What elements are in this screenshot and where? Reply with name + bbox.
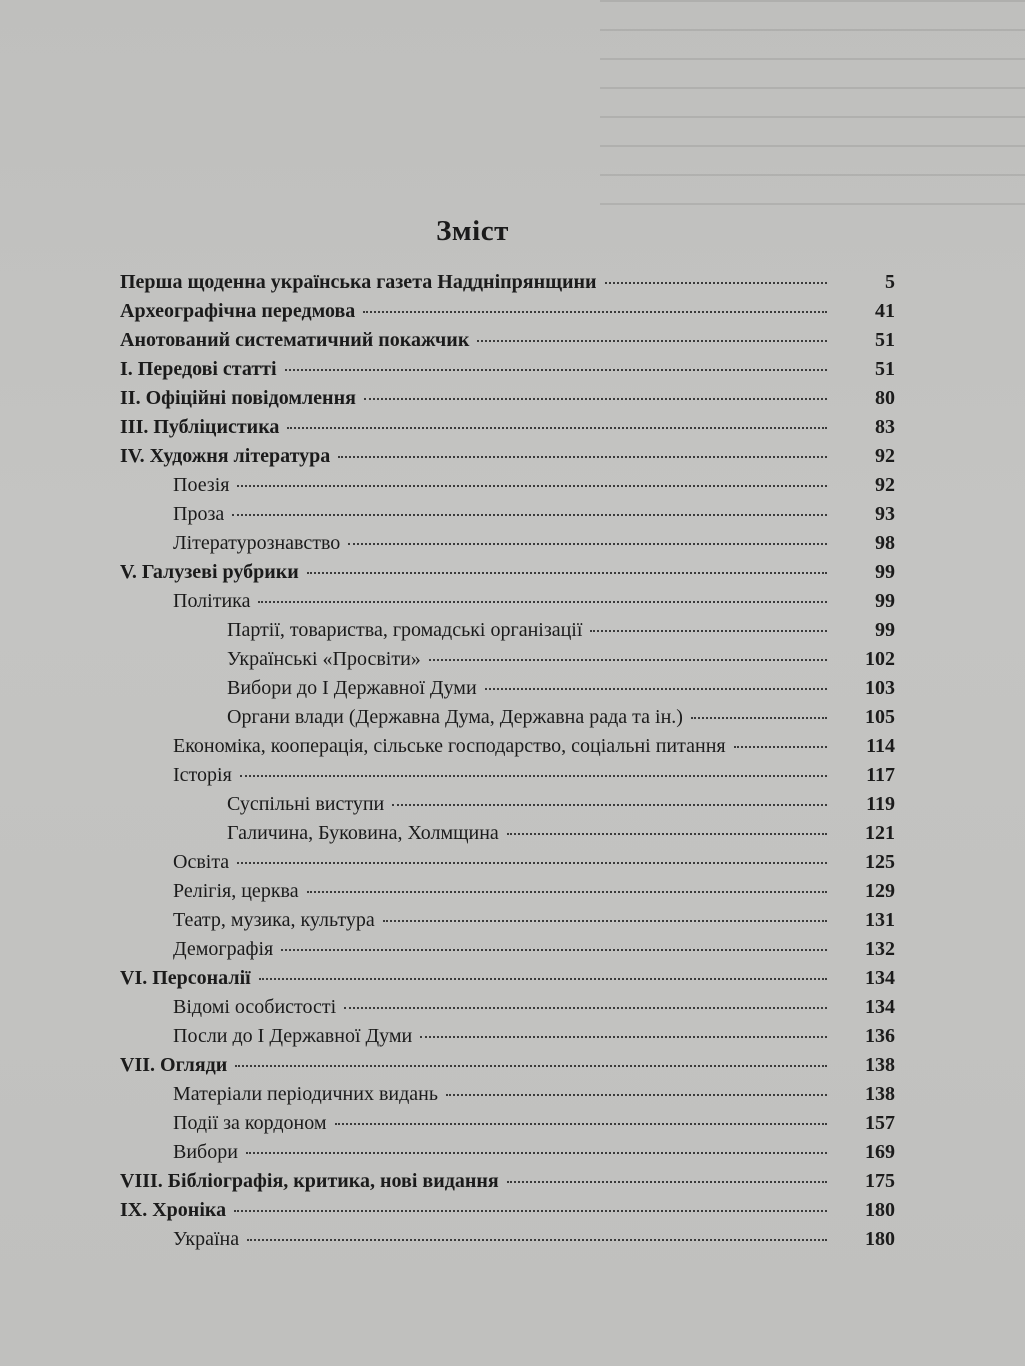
toc-page-number: 134	[865, 967, 895, 989]
toc-entry	[120, 935, 895, 964]
toc-entry	[120, 1051, 895, 1080]
dot-leader	[344, 1007, 827, 1009]
dot-leader	[429, 659, 827, 661]
dot-leader	[477, 340, 827, 342]
toc-entry-title: Органи влади (Державна Дума, Державна рада та ін.)	[227, 706, 683, 728]
page-title: Зміст	[436, 215, 509, 248]
toc-page-number: 99	[875, 619, 895, 641]
dot-leader	[287, 427, 827, 429]
toc-entry	[120, 674, 895, 703]
toc-entry	[120, 355, 895, 384]
toc-entry	[120, 1109, 895, 1138]
toc-page-number: 125	[865, 851, 895, 873]
toc-page-number: 136	[865, 1025, 895, 1047]
toc-entry-title: IV. Художня література	[120, 445, 331, 467]
toc-entry-title: Релігія, церква	[173, 880, 299, 902]
toc-entry-title: Економіка, кооперація, сільське господарство, соціальні питання	[173, 735, 726, 757]
toc-entry-title: VI. Персоналії	[120, 967, 251, 989]
toc-page-number: 80	[875, 387, 895, 409]
toc-entry	[120, 442, 895, 471]
toc-page-number: 93	[875, 503, 895, 525]
toc-entry-title: Матеріали періодичних видань	[173, 1083, 438, 1105]
toc-entry-title: Поезія	[173, 474, 230, 496]
toc-entry-title: VIII. Бібліографія, критика, нові видання	[120, 1170, 499, 1192]
dot-leader	[335, 1123, 827, 1125]
toc-page-number: 121	[865, 822, 895, 844]
dot-leader	[307, 572, 827, 574]
toc-entry	[120, 558, 895, 587]
dot-leader	[485, 688, 827, 690]
toc-entry-title: IX. Хроніка	[120, 1199, 227, 1221]
toc-entry	[120, 790, 895, 819]
dot-leader	[232, 514, 827, 516]
dot-leader	[691, 717, 827, 719]
toc-page-number: 129	[865, 880, 895, 902]
toc-entry	[120, 500, 895, 529]
toc-entry	[120, 906, 895, 935]
dot-leader	[383, 920, 827, 922]
toc-page-number: 99	[875, 561, 895, 583]
dot-leader	[507, 833, 827, 835]
toc-entry	[120, 1225, 895, 1254]
toc-page-number: 92	[875, 445, 895, 467]
table-of-contents	[120, 268, 895, 1254]
toc-page-number: 51	[875, 358, 895, 380]
toc-entry-title: Театр, музика, культура	[173, 909, 375, 931]
dot-leader	[590, 630, 827, 632]
toc-page-number: 138	[865, 1083, 895, 1105]
toc-entry	[120, 1138, 895, 1167]
toc-page-number: 103	[865, 677, 895, 699]
toc-entry-title: Події за кордоном	[173, 1112, 327, 1134]
toc-page-number: 119	[866, 793, 895, 815]
toc-entry	[120, 326, 895, 355]
toc-entry	[120, 587, 895, 616]
toc-entry	[120, 732, 895, 761]
toc-page-number: 99	[875, 590, 895, 612]
dot-leader	[247, 1239, 827, 1241]
toc-page-number: 41	[875, 300, 895, 322]
dot-leader	[246, 1152, 827, 1154]
toc-entry-title: Відомі особистості	[173, 996, 337, 1018]
toc-page-number: 102	[865, 648, 895, 670]
dot-leader	[348, 543, 827, 545]
toc-entry-title: Політика	[173, 590, 251, 612]
toc-entry-title: V. Галузеві рубрики	[120, 561, 299, 583]
toc-entry-title: Суспільні виступи	[227, 793, 385, 815]
dot-leader	[420, 1036, 827, 1038]
dot-leader	[234, 1210, 827, 1212]
toc-entry-title: І. Передові статті	[120, 358, 277, 380]
toc-page-number: 83	[875, 416, 895, 438]
toc-entry-title: Посли до І Державної Думи	[173, 1025, 413, 1047]
toc-page-number: 138	[865, 1054, 895, 1076]
toc-entry-title: VII. Огляди	[120, 1054, 228, 1076]
dot-leader	[285, 369, 827, 371]
toc-page-number: 105	[865, 706, 895, 728]
toc-entry	[120, 1022, 895, 1051]
toc-page-number: 180	[865, 1199, 895, 1221]
toc-page-number: 180	[865, 1228, 895, 1250]
dot-leader	[281, 949, 827, 951]
toc-entry	[120, 268, 895, 297]
toc-page-number: 175	[865, 1170, 895, 1192]
dot-leader	[605, 282, 827, 284]
toc-entry-title: Українські «Просвіти»	[227, 648, 421, 670]
toc-entry-title: Історія	[173, 764, 232, 786]
dot-leader	[338, 456, 827, 458]
toc-entry	[120, 413, 895, 442]
toc-entry	[120, 1080, 895, 1109]
toc-entry-title: Вибори до І Державної Думи	[227, 677, 477, 699]
toc-entry	[120, 471, 895, 500]
toc-entry-title: Анотований систематичний покажчик	[120, 329, 470, 351]
toc-entry	[120, 1167, 895, 1196]
toc-entry	[120, 848, 895, 877]
toc-entry	[120, 877, 895, 906]
toc-entry-title: Україна	[173, 1228, 240, 1250]
dot-leader	[307, 891, 827, 893]
toc-entry	[120, 703, 895, 732]
toc-page-number: 132	[865, 938, 895, 960]
toc-entry	[120, 993, 895, 1022]
dot-leader	[237, 485, 827, 487]
toc-page-number: 98	[875, 532, 895, 554]
toc-entry-title: Літературознавство	[173, 532, 341, 554]
toc-entry	[120, 964, 895, 993]
dot-leader	[240, 775, 827, 777]
toc-entry	[120, 761, 895, 790]
dot-leader	[237, 862, 827, 864]
toc-entry-title: Освіта	[173, 851, 230, 873]
dot-leader	[364, 398, 827, 400]
toc-page-number: 131	[865, 909, 895, 931]
toc-entry	[120, 1196, 895, 1225]
toc-page-number: 169	[865, 1141, 895, 1163]
toc-page-number: 5	[885, 271, 895, 293]
toc-page-number: 134	[865, 996, 895, 1018]
dot-leader	[446, 1094, 827, 1096]
toc-entry	[120, 297, 895, 326]
toc-entry-title: Вибори	[173, 1141, 238, 1163]
toc-entry	[120, 645, 895, 674]
dot-leader	[363, 311, 827, 313]
toc-entry	[120, 616, 895, 645]
dot-leader	[734, 746, 827, 748]
toc-entry	[120, 529, 895, 558]
dot-leader	[392, 804, 827, 806]
toc-entry	[120, 819, 895, 848]
dot-leader	[259, 978, 827, 980]
toc-page-number: 157	[865, 1112, 895, 1134]
toc-entry-title: ІІ. Офіційні повідомлення	[120, 387, 356, 409]
toc-entry-title: Археографічна передмова	[120, 300, 356, 322]
toc-entry-title: Партії, товариства, громадські організації	[227, 619, 583, 641]
toc-entry	[120, 384, 895, 413]
toc-entry-title: ІІІ. Публіцистика	[120, 416, 280, 438]
toc-page-number: 117	[866, 764, 895, 786]
dot-leader	[235, 1065, 827, 1067]
dot-leader	[258, 601, 827, 603]
toc-page-number: 92	[875, 474, 895, 496]
toc-entry-title: Галичина, Буковина, Холмщина	[227, 822, 499, 844]
toc-page-number: 114	[866, 735, 895, 757]
toc-entry-title: Перша щоденна українська газета Наддніпрянщини	[120, 271, 597, 293]
toc-entry-title: Проза	[173, 503, 225, 525]
toc-entry-title: Демографія	[173, 938, 274, 960]
toc-page-number: 51	[875, 329, 895, 351]
dot-leader	[507, 1181, 827, 1183]
